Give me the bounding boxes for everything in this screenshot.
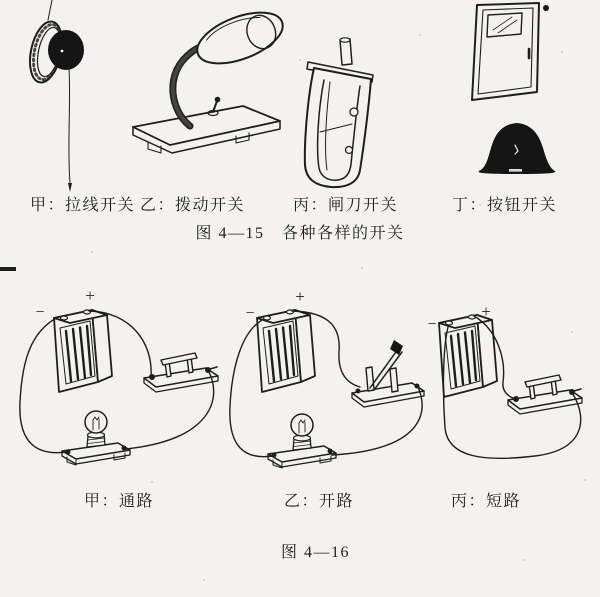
circuit-label-bing: 丙：短路 <box>451 493 522 510</box>
figure-4-15-caption: 图 4—15 各种各样的开关 <box>195 225 405 242</box>
switch-label-jia: 甲：拉线开关 <box>30 197 136 214</box>
battery-positive-mark: + <box>295 287 305 306</box>
pull-cord <box>69 68 70 183</box>
lamp-head <box>190 2 289 73</box>
bulb-icon <box>268 414 336 468</box>
pull-cord-switch-illustration <box>25 0 84 192</box>
circuit-label-jia: 甲：通路 <box>84 493 155 510</box>
battery-negative-mark: − <box>427 316 437 333</box>
desk-lamp-toggle-switch-illustration <box>133 2 290 153</box>
battery-icon <box>54 310 112 392</box>
bulb-icon <box>62 411 130 465</box>
circuit-label-yi: 乙：开路 <box>284 493 355 510</box>
scan-artifact-mark <box>0 267 16 271</box>
battery-icon <box>257 310 315 392</box>
closed-switch-icon <box>508 375 582 414</box>
switch-label-ding: 丁：按钮开关 <box>452 197 558 214</box>
open-switch-icon <box>352 340 424 407</box>
closed-switch-icon <box>144 353 218 392</box>
switch-handle <box>340 39 352 65</box>
knife-switch-illustration <box>305 38 373 187</box>
door <box>472 3 549 100</box>
battery-positive-mark: + <box>481 302 491 321</box>
figure-4-16-caption: 图 4—16 <box>281 544 351 561</box>
door-window <box>487 13 522 37</box>
battery-negative-mark: − <box>245 305 255 322</box>
bell-push-button <box>479 123 556 174</box>
battery-positive-mark: + <box>85 286 95 305</box>
battery-negative-mark: − <box>35 304 45 321</box>
switch-knob <box>48 30 84 70</box>
doorbell-button <box>543 5 549 11</box>
door-push-button-switch-illustration <box>472 3 555 174</box>
switch-label-yi: 乙：拨动开关 <box>140 197 246 214</box>
closed-circuit-illustration <box>20 286 218 465</box>
switch-label-bing: 丙：闸刀开关 <box>293 197 399 214</box>
short-circuit-illustration <box>427 302 582 458</box>
open-circuit-illustration <box>230 287 424 468</box>
